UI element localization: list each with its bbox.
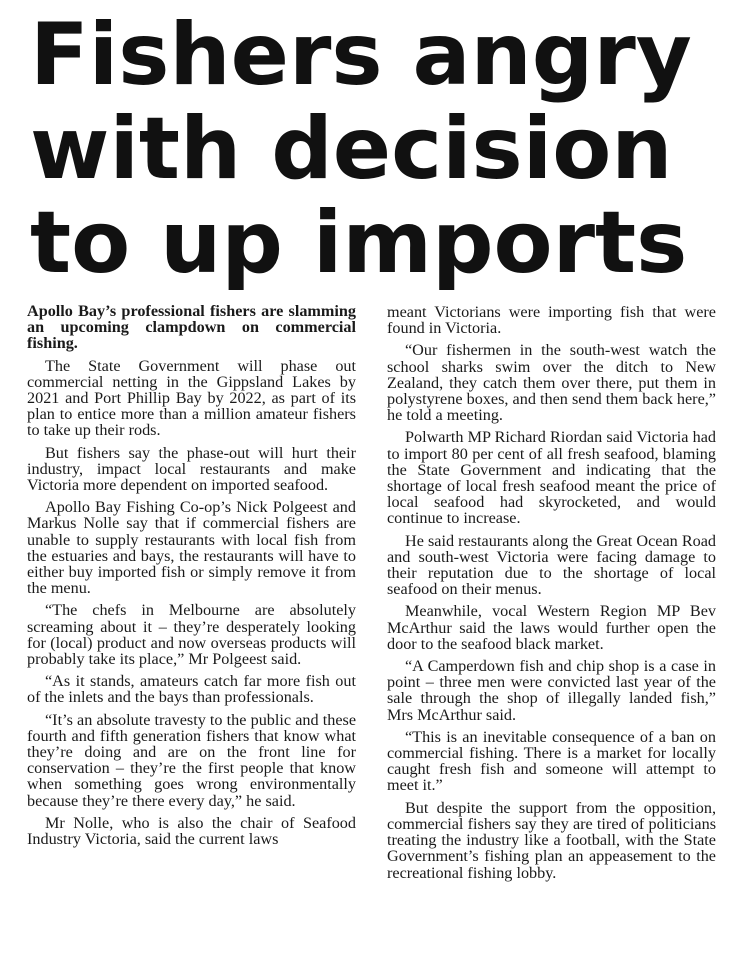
headline-line-3: to up imports: [30, 193, 688, 293]
paragraph: “Our fishermen in the south-west watch the school sharks swim over the ditch to New Zealand, they catch them over there, put them in polystyrene boxes, and then send them back here,” he told a meeting.: [387, 341, 716, 425]
paragraph: Apollo Bay Fishing Co-op’s Nick Polgeest and Markus Nolle say that if commercial fishers are unable to supply restaurants with local fish from the estuaries and bays, the restaurants will have to either buy imported fish or simply remove it from the menu.: [27, 498, 356, 598]
article-column-right: [387, 304, 716, 887]
paragraph: The State Government will phase out commercial netting in the Gippsland Lakes by 2021 and Port Phillip Bay by 2022, as part of its plan to entice more than a million amateur fishers to take up their rods.: [27, 356, 356, 440]
paragraph: “This is an inevitable consequence of a ban on commercial fishing. There is a market for locally caught fresh fish and someone will attempt to meet it.”: [387, 727, 716, 795]
paragraph: “As it stands, amateurs catch far more fish out of the inlets and the bays than professionals.: [27, 672, 356, 707]
headline: [30, 5, 730, 293]
paragraph: “The chefs in Melbourne are absolutely screaming about it – they’re desperately looking for (local) product and now overseas products will probably take its place,” Mr Polgeest said.: [27, 601, 356, 669]
paragraph: “It’s an absolute travesty to the public and these fourth and fifth generation fishers that know what they’re doing and are on the front line for conservation – they’re the first people that know when something goes wrong environmentally because they’re there every day,” he said.: [27, 710, 356, 810]
paragraph: Polwarth MP Richard Riordan said Victoria had to import 80 per cent of all fresh seafood, blaming the State Government and indicating that the shortage of local fresh seafood meant the price of local seafood had skyrocketed, and would continue to increase.: [387, 428, 716, 528]
headline-line-1: Fishers angry: [30, 5, 692, 105]
paragraph: Meanwhile, vocal Western Region MP Bev McArthur said the laws would further open the door to the seafood black market.: [387, 602, 716, 653]
paragraph-continued: meant Victorians were importing fish that were found in Victoria.: [387, 303, 716, 338]
lead-paragraph: Apollo Bay’s professional fishers are slamming an upcoming clampdown on commercial fishing.: [27, 302, 356, 353]
article-column-left: [27, 303, 356, 853]
headline-line-2: with decision: [30, 99, 673, 199]
paragraph: But fishers say the phase-out will hurt their industry, impact local restaurants and make Victoria more dependent on imported seafood.: [27, 443, 356, 495]
paragraph: But despite the support from the opposition, commercial fishers say they are tired of politicians treating the industry like a football, with the State Government’s fishing plan an appeasement to the recreational fishing lobby.: [387, 798, 716, 882]
paragraph: “A Camperdown fish and chip shop is a case in point – three men were convicted last year of the sale through the shop of illegally landed fish,” Mrs McArthur said.: [387, 657, 716, 724]
paragraph: He said restaurants along the Great Ocean Road and south-west Victoria were facing damage to their reputation due to the shortage of local seafood on their menus.: [387, 531, 716, 599]
paragraph: Mr Nolle, who is also the chair of Seafood Industry Victoria, said the current laws: [27, 813, 356, 849]
